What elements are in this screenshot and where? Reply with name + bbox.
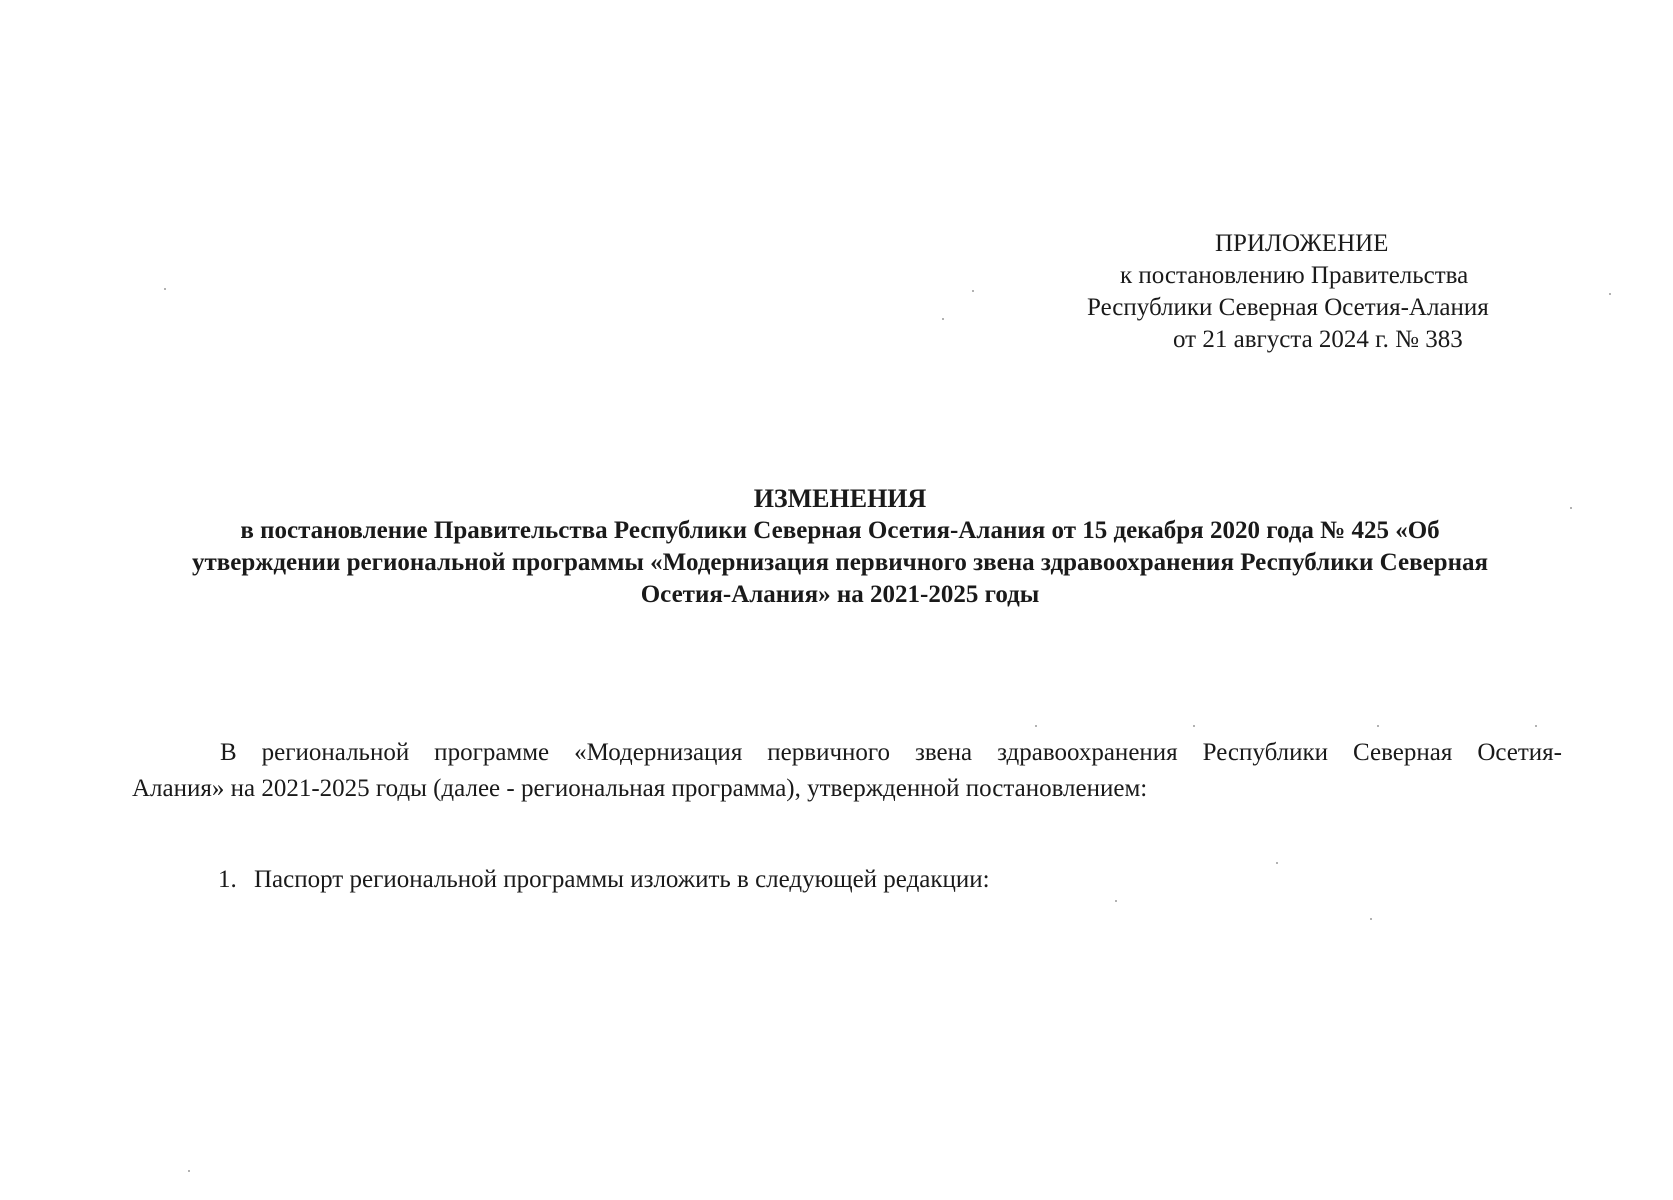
appendix-line-date-number: от 21 августа 2024 г. № 383 <box>1173 326 1463 353</box>
heading-line-3: Осетия-Алания» на 2021-2025 годы <box>640 581 1040 608</box>
appendix-block <box>1060 228 1540 356</box>
scan-speck <box>972 290 974 292</box>
list-item-text: Паспорт региональной программы изложить в следующей редакции: <box>254 866 990 893</box>
scan-speck <box>1609 293 1611 295</box>
appendix-line-resolution: к постановлению Правительства <box>1120 262 1469 289</box>
heading-line-2: утверждении региональной программы «Модернизация первичного звена здравоохранения Республики Северная <box>191 549 1489 576</box>
appendix-line-republic: Республики Северная Осетия-Алания <box>1087 294 1489 321</box>
heading-title: ИЗМЕНЕНИЯ <box>753 484 927 513</box>
body-text <box>132 735 1562 807</box>
intro-paragraph-line-1: В региональной программе «Модернизация первичного звена здравоохранения Республики Северная Осетия- <box>220 739 1562 766</box>
scan-speck <box>1377 725 1379 727</box>
document-heading <box>120 483 1560 611</box>
scan-speck <box>164 288 166 290</box>
intro-paragraph-line-2: Алания» на 2021-2025 годы (далее - региональная программа), утвержденной постановлением: <box>132 775 1148 802</box>
scan-speck <box>1035 725 1037 727</box>
scan-speck <box>1570 507 1572 509</box>
scan-speck <box>1193 725 1195 727</box>
scan-speck <box>188 1170 190 1172</box>
scan-speck <box>1535 725 1537 727</box>
list-item-number: 1. <box>218 866 237 893</box>
appendix-title: ПРИЛОЖЕНИЕ <box>1215 230 1389 257</box>
heading-line-1: в постановление Правительства Республики Северная Осетия-Алания от 15 декабря 2020 года № 425 «Об <box>240 517 1440 544</box>
scan-speck <box>1370 918 1372 920</box>
scan-speck <box>942 318 944 320</box>
scan-speck <box>1115 900 1117 902</box>
scan-speck <box>1276 862 1278 864</box>
intro-paragraph <box>132 735 1562 807</box>
list-item <box>218 862 990 898</box>
